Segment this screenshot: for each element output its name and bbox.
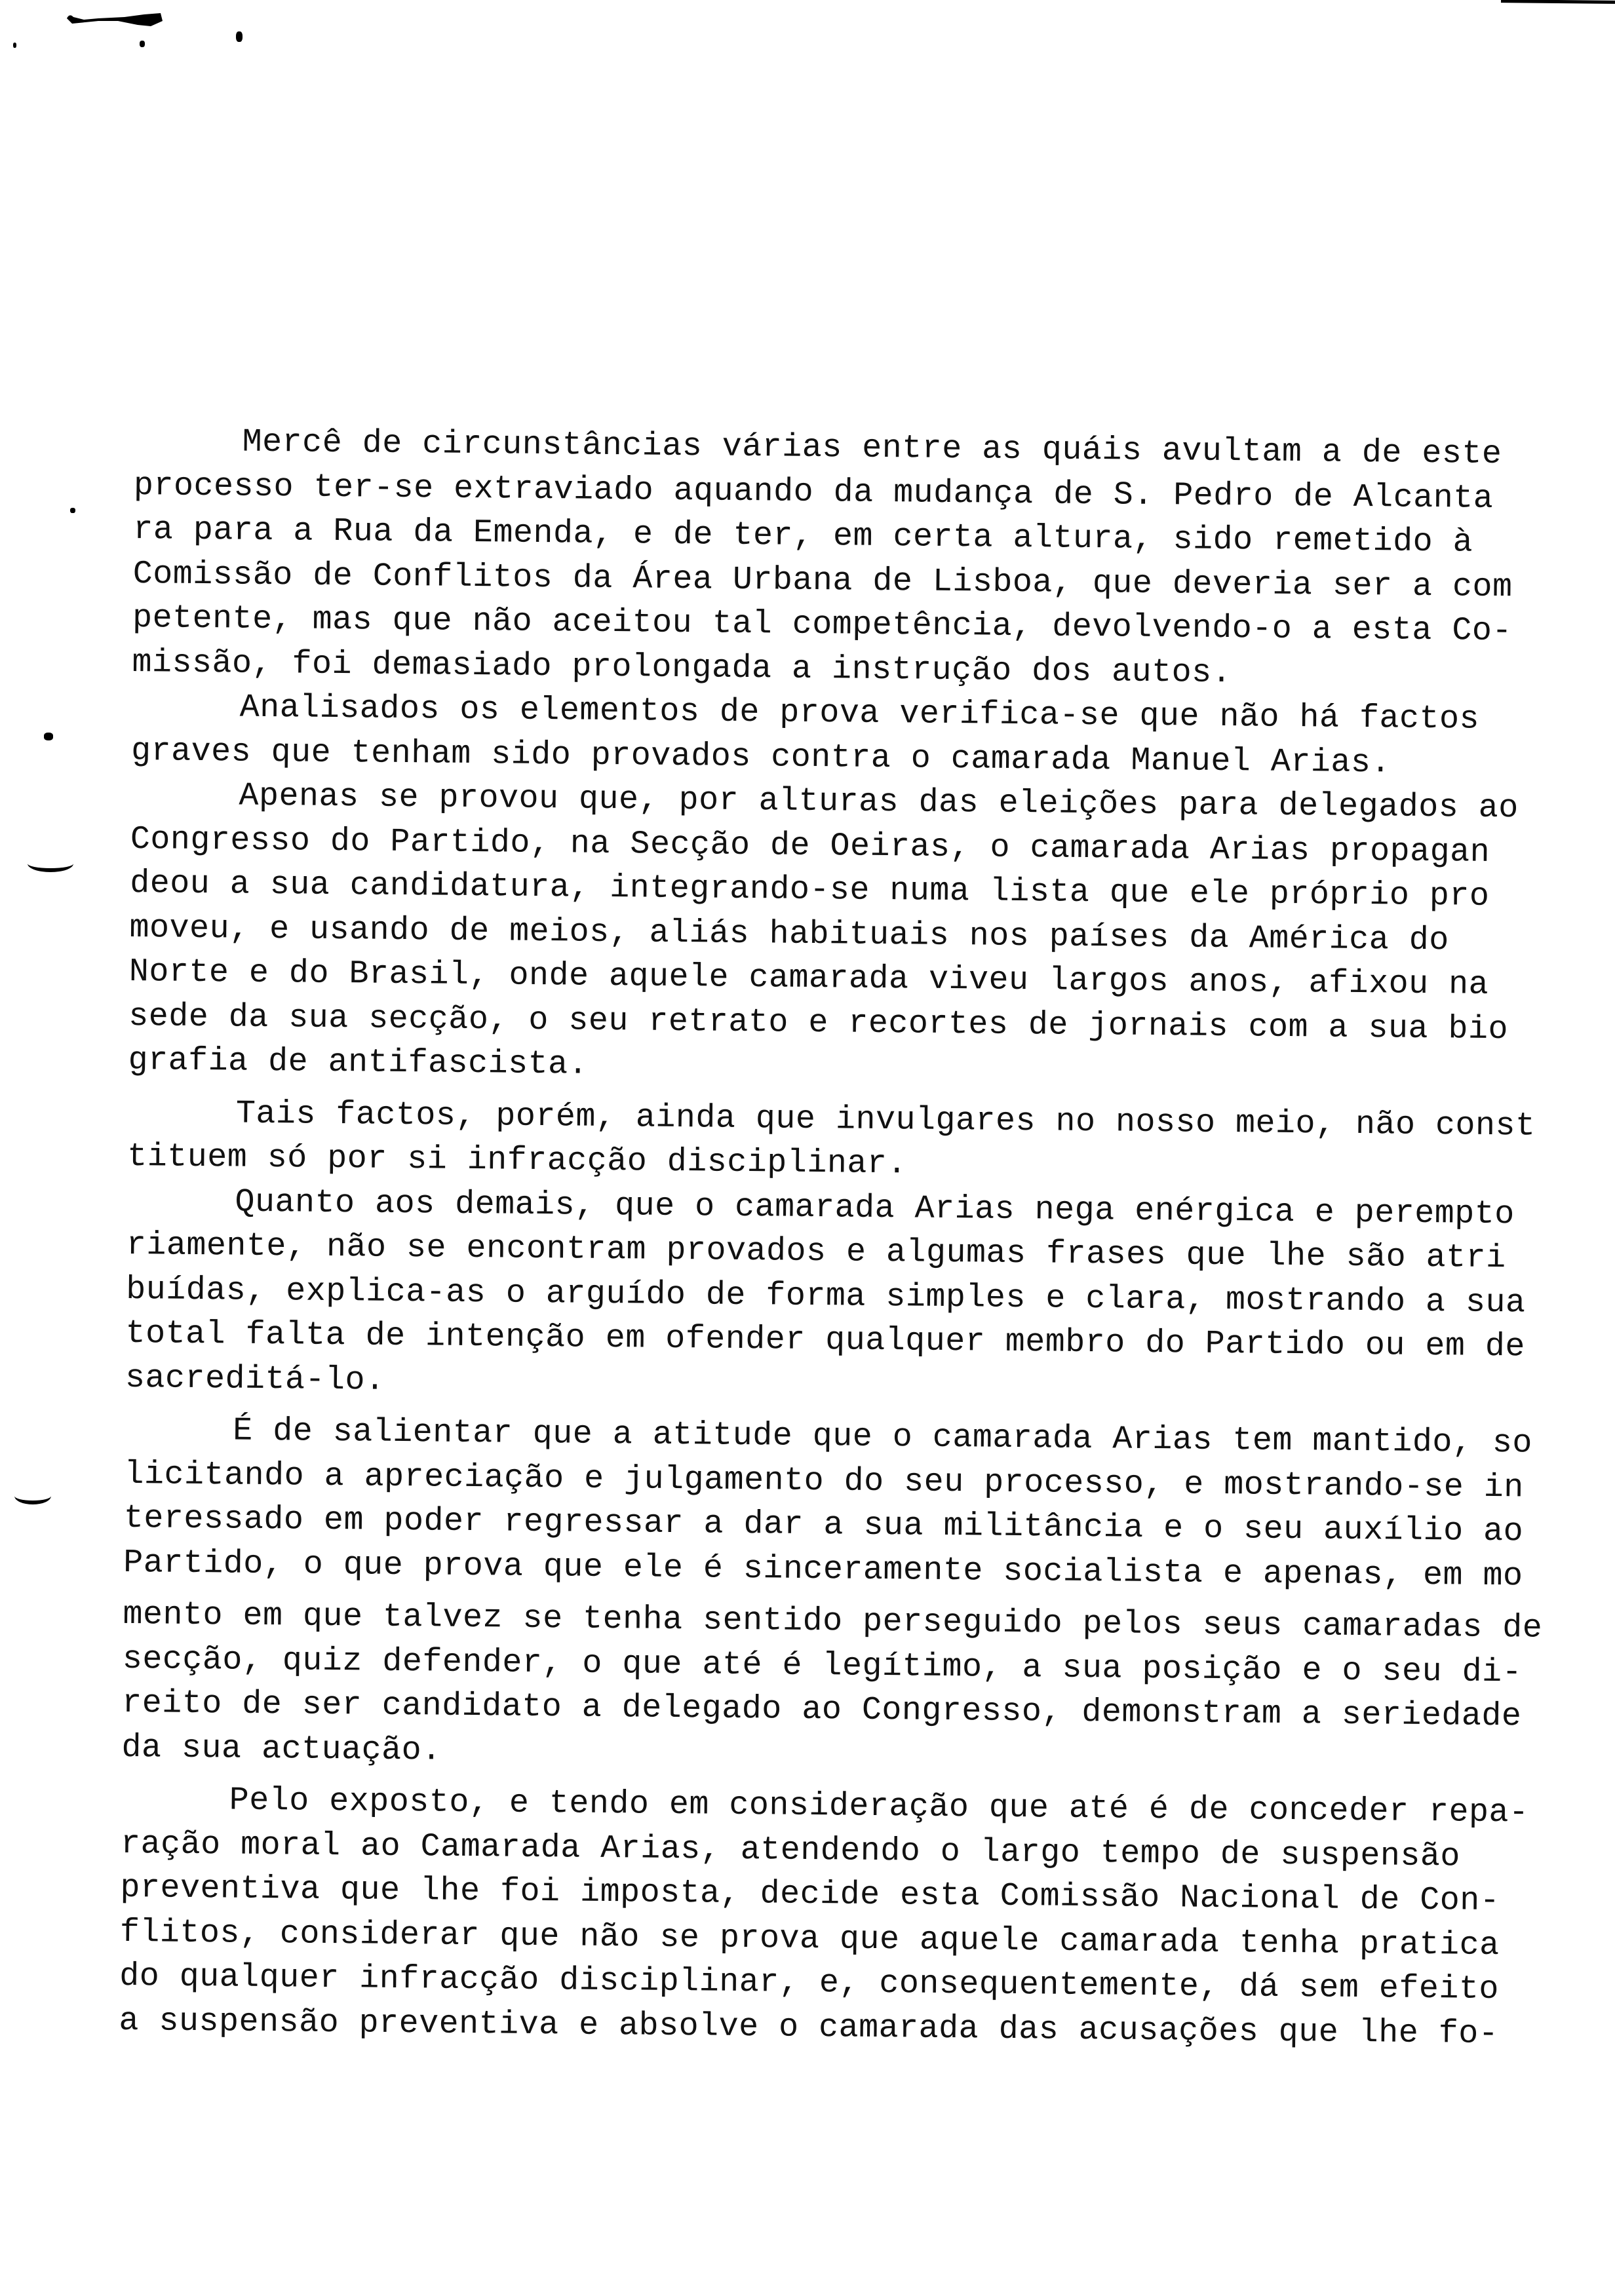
text-line: Comissão de Conflitos da Área Urbana de Lisboa, que deveria ser a com [132, 555, 1513, 606]
text-line: Partido, o que prova que ele é sinceramente socialista e apenas, em mo [123, 1544, 1523, 1595]
text-line: Quanto aos demais, que o camarada Arias nega enérgica e perempto [235, 1183, 1515, 1233]
text-line: licitando a apreciação e julgamento do seu processo, e mostrando-se in [124, 1455, 1525, 1506]
margin-bracket-mark [28, 855, 73, 872]
text-line: secção, quiz defender, o que até é legítimo, a sua posição e o seu di- [122, 1640, 1523, 1691]
text-line: teressado em poder regressar a dar a sua militância e o seu auxílio ao [123, 1499, 1524, 1551]
text-line: tituem só por si infracção disciplinar. [126, 1138, 908, 1183]
speck-mark [13, 43, 16, 48]
margin-bracket-mark [14, 1487, 51, 1504]
text-line: graves que tenham sido provados contra o camarada Manuel Arias. [130, 732, 1391, 782]
text-line: Norte e do Brasil, onde aquele camarada viveu largos anos, afixou na [128, 953, 1489, 1004]
text-line: moveu, e usando de meios, aliás habituais nos países da América do [129, 909, 1450, 959]
text-line: sacreditá-lo. [125, 1359, 385, 1400]
speck-mark [140, 41, 145, 47]
speck-mark [236, 31, 243, 42]
speck-mark [70, 508, 75, 513]
scan-edge-bar [1501, 0, 1615, 4]
text-line: a suspensão preventiva e absolve o camarada das acusações que lhe fo- [119, 2002, 1499, 2053]
text-line: deou a sua candidatura, integrando-se numa lista que ele próprio pro [129, 864, 1490, 915]
text-line: Mercê de circunstâncias várias entre as quáis avultam a de este [242, 423, 1502, 474]
typed-letter-body [119, 419, 1543, 2056]
text-line: Analisados os elementos de prova verifica-se que não há factos [239, 689, 1480, 738]
bullet-mark [44, 733, 53, 740]
text-line: do qualquer infracção disciplinar, e, consequentemente, dá sem efeito [119, 1957, 1500, 2009]
text-line: ração moral ao Camarada Arias, atendendo o largo tempo de suspensão [120, 1825, 1461, 1876]
text-line: da sua actuação. [121, 1729, 442, 1770]
text-line: Congresso do Partido, na Secção de Oeiras, o camarada Arias propagan [130, 820, 1490, 871]
text-line: sede da sua secção, o seu retrato e recortes de jornais com a sua bio [128, 997, 1509, 1048]
text-line: petente, mas que não aceitou tal competência, devolvendo-o a esta Co- [132, 599, 1513, 651]
text-line: reito de ser candidato a delegado ao Congresso, demonstram a seriedade [121, 1684, 1522, 1736]
text-line: Apenas se provou que, por alturas das eleições para delegados ao [239, 777, 1519, 828]
ink-smudge-mark [66, 12, 164, 31]
text-line: riamente, não se encontram provados e algumas frases que lhe são atri [126, 1226, 1506, 1278]
text-line: preventiva que lhe foi imposta, decide esta Comissão Nacional de Con- [120, 1869, 1500, 1921]
text-line: buídas, explica-as o arguído de forma simples e clara, mostrando a sua [125, 1271, 1526, 1322]
text-line: missão, foi demasiado prolongada a instrução dos autos. [132, 643, 1232, 692]
text-line: processo ter-se extraviado aquando da mudança de S. Pedro de Alcanta [133, 467, 1494, 518]
text-line: mento em que talvez se tenha sentido perseguido pelos seus camaradas de [123, 1596, 1543, 1647]
text-line: flitos, considerar que não se prova que aquele camarada tenha pratica [119, 1913, 1500, 1964]
text-line: Pelo exposto, e tendo em consideração que até é de conceder repa- [229, 1782, 1529, 1832]
text-line: ra para a Rua da Emenda, e de ter, em certa altura, sido remetido à [133, 510, 1473, 562]
text-line: Tais factos, porém, ainda que invulgares no nosso meio, não const [235, 1095, 1536, 1145]
text-line: total falta de intenção em ofender qualquer membro do Partido ou em de [125, 1314, 1526, 1366]
text-line: grafia de antifascista. [128, 1041, 589, 1084]
text-line: É de salientar que a atitude que o camarada Arias tem mantido, so [232, 1412, 1533, 1463]
